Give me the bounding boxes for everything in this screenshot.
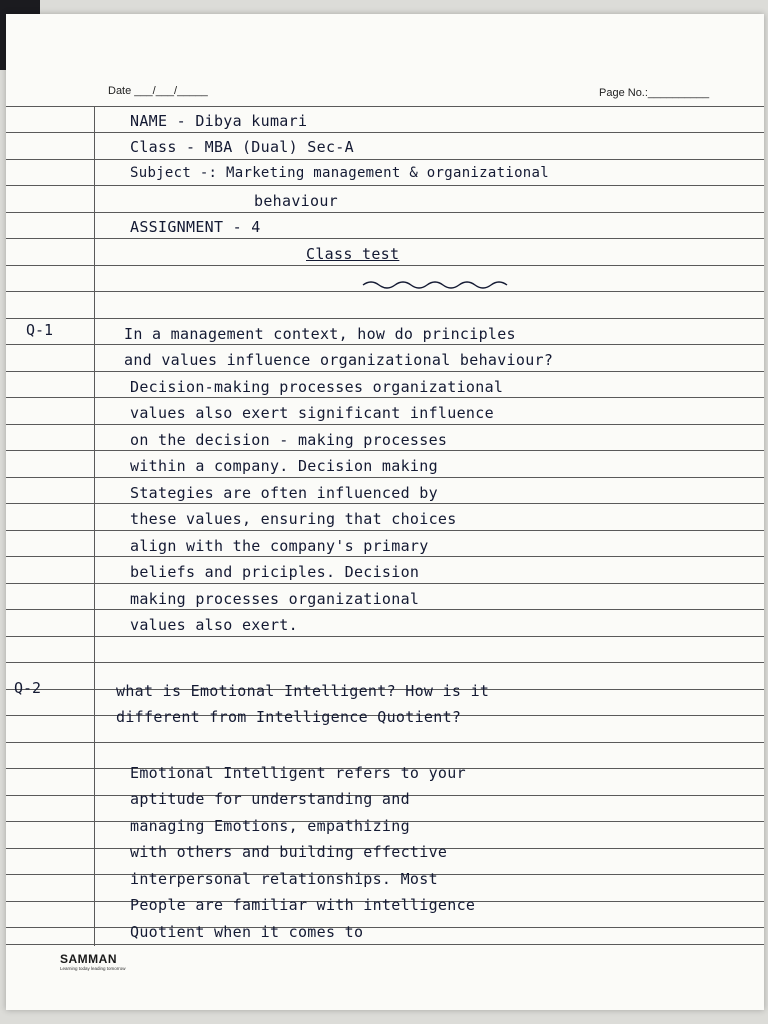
rule-line — [6, 927, 764, 928]
answer-1-line: Stategies are often influenced by — [130, 484, 438, 502]
answer-1-line: beliefs and priciples. Decision — [130, 563, 420, 581]
rule-line — [6, 238, 764, 239]
answer-1-line: values also exert significant influence — [130, 404, 494, 422]
answer-2-line: Quotient when it comes to — [130, 923, 364, 941]
rule-line — [6, 556, 764, 557]
answer-1-line: align with the company's primary — [130, 537, 429, 555]
brand-logo — [60, 952, 126, 971]
rule-line — [6, 344, 764, 345]
student-name: NAME - Dibya kumari — [130, 112, 308, 130]
rule-line — [6, 636, 764, 637]
rule-line — [6, 265, 764, 266]
rule-line — [6, 742, 764, 743]
rule-line — [6, 318, 764, 319]
rule-line — [6, 662, 764, 663]
rule-line — [6, 424, 764, 425]
answer-2-line: People are familiar with intelligence — [130, 896, 476, 914]
rule-line — [6, 944, 764, 945]
subject-line: Subject -: Marketing management & organizational — [130, 165, 549, 181]
question-2-text: different from Intelligence Quotient? — [116, 708, 462, 726]
answer-1-line: values also exert. — [130, 616, 298, 634]
answer-2-line: with others and building effective — [130, 843, 448, 861]
rule-line — [6, 371, 764, 372]
answer-2-line: interpersonal relationships. Most — [130, 870, 438, 888]
rule-line — [6, 609, 764, 610]
answer-1-line: within a company. Decision making — [130, 457, 438, 475]
rule-line — [6, 530, 764, 531]
answer-1-line: on the decision - making processes — [130, 431, 448, 449]
margin-line — [94, 106, 95, 946]
test-title: Class test — [306, 245, 400, 263]
subject-continuation: behaviour — [254, 192, 338, 210]
rule-line — [6, 503, 764, 504]
answer-1-line: Decision-making processes organizational — [130, 378, 504, 396]
notebook-page — [6, 14, 764, 1010]
rule-line — [6, 185, 764, 186]
decorative-squiggle — [361, 278, 521, 292]
brand-name: SAMMAN — [60, 952, 117, 966]
question-1-label: Q-1 — [26, 321, 54, 339]
answer-1-line: making processes organizational — [130, 590, 420, 608]
rule-line — [6, 450, 764, 451]
rule-line — [6, 106, 764, 107]
question-2-label: Q-2 — [14, 679, 42, 697]
question-1-text: In a management context, how do principles — [124, 325, 516, 343]
question-1-text: and values influence organizational behaviour? — [124, 351, 554, 369]
answer-2-line: managing Emotions, empathizing — [130, 817, 410, 835]
rule-line — [6, 212, 764, 213]
rule-line — [6, 132, 764, 133]
rule-line — [6, 583, 764, 584]
date-label: Date ___/___/_____ — [108, 85, 208, 97]
student-class: Class - MBA (Dual) Sec-A — [130, 138, 354, 156]
answer-1-line: these values, ensuring that choices — [130, 510, 457, 528]
brand-tagline: Learning today leading tomorrow — [60, 966, 126, 971]
assignment-number: ASSIGNMENT - 4 — [130, 218, 261, 236]
answer-2-line: aptitude for understanding and — [130, 790, 410, 808]
rule-line — [6, 397, 764, 398]
rule-line — [6, 159, 764, 160]
answer-2-line: Emotional Intelligent refers to your — [130, 764, 466, 782]
rule-line — [6, 477, 764, 478]
page-number-label: Page No.:__________ — [599, 87, 710, 99]
question-2-text: what is Emotional Intelligent? How is it — [116, 682, 490, 700]
